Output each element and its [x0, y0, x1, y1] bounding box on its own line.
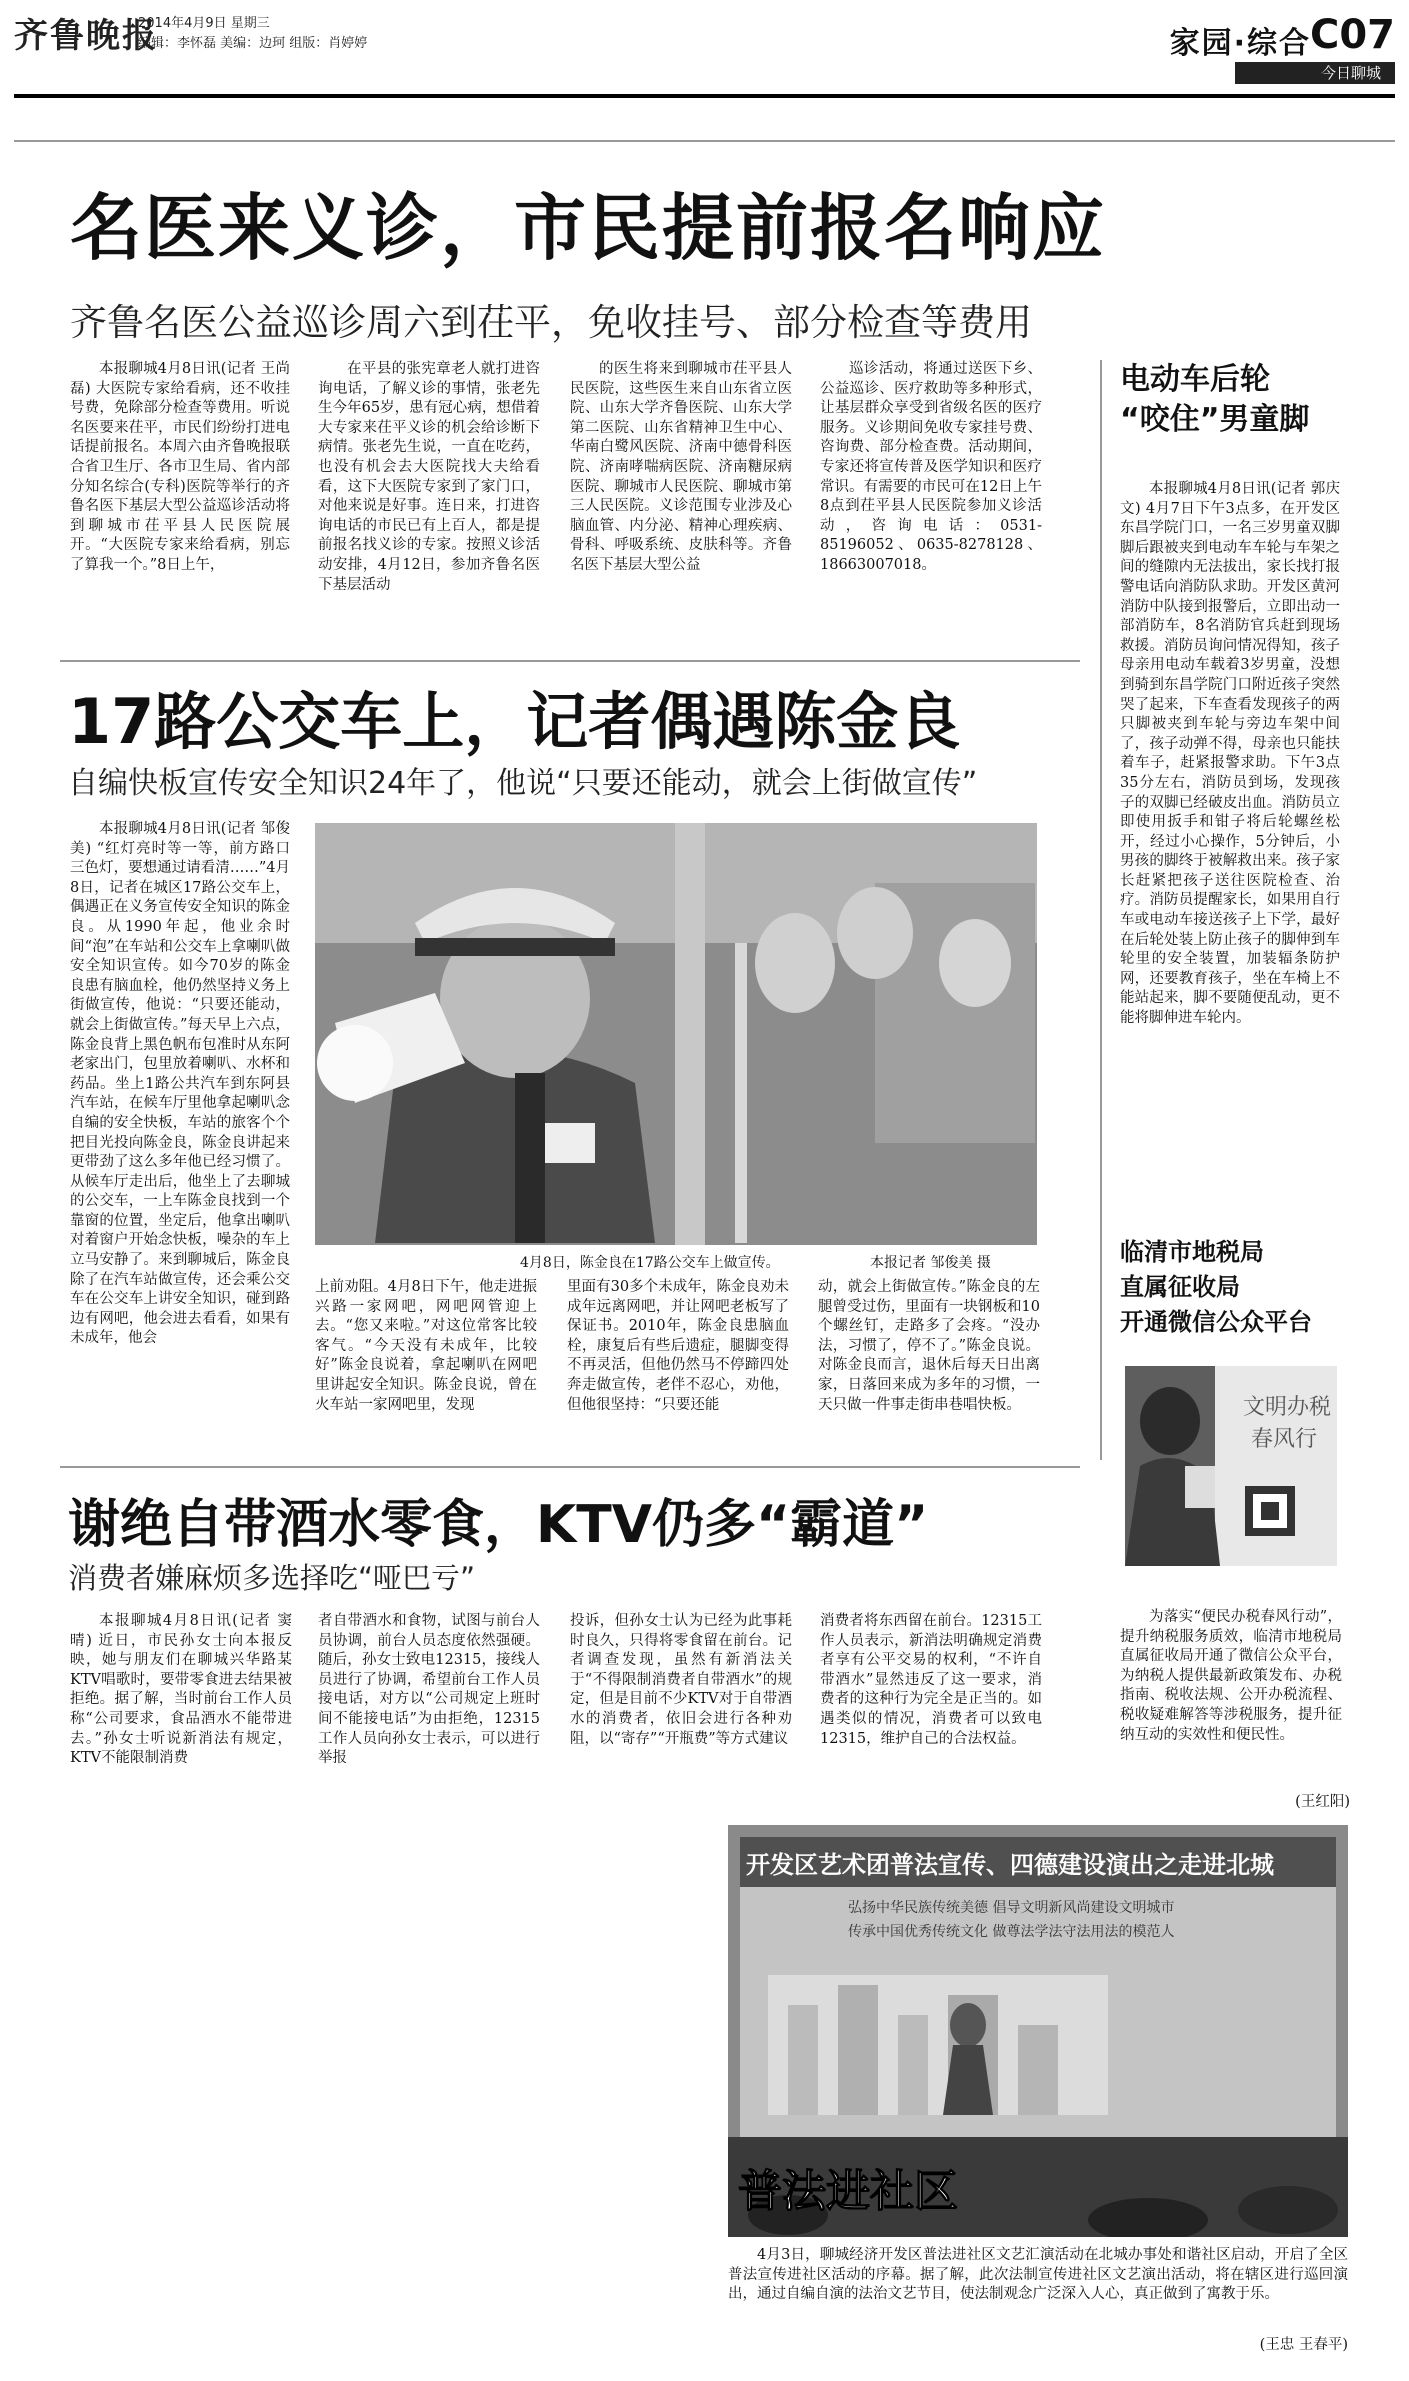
bus-photo: [315, 823, 1037, 1245]
story3-headline: 谢绝自带酒水零食，KTV仍多“霸道”: [68, 1495, 929, 1555]
story3-top-rule: [60, 1466, 1080, 1468]
masthead-rule: [14, 94, 1395, 98]
sidebar-divider: [1100, 360, 1102, 1460]
story3-col2-text: 者自带酒水和食物，试图与前台人员协调，前台人员态度依然强硬。随后，孙女士致电12315，接线人员进行了协调，希望前台工作人员接电话，对方以“公司规定上班时间不能接电话”为由拒绝，12315工作人员向孙女士表示，可以进行举报: [318, 1613, 540, 1767]
page-number: C07: [1309, 12, 1395, 58]
sidebar1-body: [1120, 480, 1340, 1180]
section-title: 家园·综合: [1169, 26, 1311, 61]
newspaper-logo: 齐鲁晚报: [14, 16, 158, 56]
story1-column-4: [820, 360, 1042, 640]
sidebar1-body-text: 本报聊城4月8日讯(记者 郭庆文) 4月7日下午3点多，在开发区东昌学院门口，一名三岁男童双脚脚后跟被夹到电动车车轮与车架之间的缝隙内无法拔出，家长找打报警电话向消防队求助。开发区黄河消防中队接到报警后，立即出动一部消防车，8名消防官兵赶到现场救援。消防员询问情况得知，孩子母亲用电动车载着3岁男童，没想到骑到东昌学院门口附近孩子突然哭了起来，下车查看发现孩子的两只脚被夹到车轮与旁边车架中间了，孩子动弹不得，母亲也只能扶着车子，赶紧报警求助。下午3点35分左右，消防员到场，发现孩子的双脚已经破皮出血。消防员立即使用扳手和钳子将后轮螺丝松开，经过小心操作，5分钟后，小男孩的脚终于被解救出来。孩子家长赶紧把孩子送往医院检查、治疗。消防员提醒家长，如果用自行车或电动车接送孩子上下学，最好在后轮处装上防止孩子的脚伸到车轮里的安全装置，加装辐条防护网，还要教育孩子，坐在车椅上不能站起来，脚不要随便乱动，更不能将脚伸进车轮内。: [1120, 481, 1340, 1027]
story2-col2-text: 上前劝阻。4月8日下午，他走进振兴路一家网吧，网吧网管迎上去。“您又来啦。”对这位常客比较客气。“今天没有未成年，比较好”陈金良说着，拿起喇叭在网吧里讲起安全知识。陈金良说，曾在火车站一家网吧里，发现: [315, 1279, 537, 1413]
sidebar2-body: [1120, 1608, 1342, 1793]
masthead-rule-thin: [14, 140, 1395, 142]
story2-column-1: [70, 820, 290, 1450]
community-photo-byline: (王忠 王春平): [1259, 2337, 1348, 2353]
story3-column-2: [318, 1612, 540, 1832]
wechat-photo-sign2: 春风行: [1251, 1427, 1318, 1452]
subsection-label: 今日聊城: [1235, 62, 1395, 84]
sidebar2-byline: (王红阳): [1295, 1794, 1350, 1810]
story1-col3-text: 的医生将来到聊城市茌平县人民医院，这些医生来自山东省立医院、山东大学齐鲁医院、山东大学第二医院、山东省精神卫生中心、华南白鹭风医院、济南中德骨科医院、济南哮喘病医院、济南糖尿病医院、聊城市人民医院、聊城市第三人民医院。义诊范围专业涉及心脑血管、内分泌、精神心理疾病、骨科、呼吸系统、皮肤科等。齐鲁名医下基层大型公益: [570, 361, 792, 573]
story1-col4-text: 巡诊活动，将通过送医下乡、公益巡诊、医疗救助等多种形式，让基层群众享受到省级名医的医疗服务。义诊期间免收专家挂号费、咨询费、部分检查费。活动期间，专家还将宣传普及医学知识和医疗常识。有需要的市民可在12日上午8点到茌平县人民医院参加义诊活动，咨询电话：0531-85196052、0635-8278128、18663007018。: [820, 361, 1042, 573]
story1-col2-text: 在平县的张宪章老人就打进咨询电话，了解义诊的事情，张老先生今年65岁，患有冠心病，想借着大专家来茌平义诊的机会给诊断下病情。张老先生说，一直在吃药，也没有机会去大医院找大夫给看看，这下大医院专家到了家门口，对他来说是好事。连日来，打进咨询电话的市民已有上百人，都是提前报名找义诊的专家。按照义诊活动安排，4月12日，参加齐鲁名医下基层活动: [318, 361, 540, 593]
story3-col1-text: 本报聊城4月8日讯(记者 窦晴) 近日，市民孙女士向本报反映，她与朋友们在聊城兴华路某KTV唱歌时，要带零食进去结果被拒绝。据了解，当时前台工作人员称“公司要求，食品酒水不能带进去。”孙女士听说新消法有规定，KTV不能限制消费: [70, 1613, 292, 1767]
sidebar1-headline-line2: “咬住”男童脚: [1120, 402, 1310, 437]
story1-column-3: [570, 360, 792, 640]
story2-headline: 17路公交车上，记者偶遇陈金良: [68, 685, 961, 758]
story2-subhead: 自编快板宣传安全知识24年了，他说“只要还能动，就会上街做宣传”: [68, 766, 978, 801]
story2-col3-text: 里面有30多个未成年，陈金良劝未成年远离网吧，并让网吧老板写了保证书。2010年，陈金良患脑血栓，康复后有些后遗症，腿脚变得不再灵活，但他仍然马不停蹄四处奔走做宣传，老伴不忍心，劝他，但他很坚持：“只要还能: [567, 1279, 789, 1413]
story3-col3-text: 投诉，但孙女士认为已经为此事耗时良久，只得将零食留在前台。记者调查发现，虽然有新消法关于“不得限制消费者自带酒水”的规定，但是目前不少KTV对于自带酒水的消费者，依旧会进行各种劝阻，以“寄存”“开瓶费”等方式建议: [570, 1613, 792, 1747]
community-photo-overlay-title: 普法进社区: [738, 2166, 958, 2217]
sidebar1-headline: [1120, 360, 1309, 440]
story3-column-3: [570, 1612, 792, 1832]
community-photo-banner-sub2: 传承中国优秀传统文化 做尊法学法守法用法的模范人: [848, 1924, 1175, 1940]
sidebar2-headline-line1: 临清市地税局: [1120, 1238, 1264, 1266]
wechat-photo-sign1: 文明办税: [1243, 1395, 1332, 1420]
story2-column-3: [567, 1278, 789, 1453]
story2-column-4: [818, 1278, 1040, 1453]
story2-col1-text: 本报聊城4月8日讯(记者 邹俊美) “红灯亮时等一等，前方路口三色灯，要想通过请看清……”4月8日，记者在城区17路公交车上，偶遇正在义务宣传安全知识的陈金良。从1990年起，他业余时间“泡”在车站和公交车上拿喇叭做安全知识宣传。如今70岁的陈金良患有脑血栓，他仍然坚持义务上街做宣传，他说：“只要还能动，就会上街做宣传。”每天早上六点，陈金良背上黑色帆布包准时从东阿老家出门，包里放着喇叭、水杯和药品。坐上1路公共汽车到东阿县汽车站，在候车厅里他拿起喇叭念自编的安全快板，车站的旅客个个把目光投向陈金良，陈金良讲起来更带劲了这么多年他已经习惯了。从候车厅走出后，他坐上了去聊城的公交车，一上车陈金良找到一个靠窗的位置，坐定后，他拿出喇叭对着窗户开始念快板，噪杂的车上立马安静了。来到聊城后，陈金良除了在汽车站做宣传，还会乘公交车在公交车上讲安全知识，碰到路边有网吧，他会进去看看，如果有未成年，他会: [70, 821, 290, 1347]
issue-info: [138, 14, 367, 54]
sidebar1-headline-line1: 电动车后轮: [1120, 362, 1270, 397]
community-photo-banner-sub1: 弘扬中华民族传统美德 倡导文明新风尚建设文明城市: [848, 1900, 1175, 1916]
story2-column-2: [315, 1278, 537, 1453]
story3-column-4: [820, 1612, 1042, 1832]
story1-subhead: 齐鲁名医公益巡诊周六到茌平，免收挂号、部分检查等费用: [70, 301, 1032, 344]
bus-photo-illustration: [315, 823, 1037, 1245]
issue-editors: 编辑：李怀磊 美编：边珂 组版：肖婷婷: [138, 36, 368, 51]
community-photo: [728, 1825, 1348, 2237]
story1-col1-text: 本报聊城4月8日讯(记者 王尚磊) 大医院专家给看病，还不收挂号费，免除部分检查等费用。听说名医要来茌平，市民们纷纷打进电话提前报名。本周六由齐鲁晚报联合省卫生厅、各市卫生局、省内部分知名综合(专科)医院等举行的齐鲁名医下基层大型公益巡诊活动将到聊城市茌平县人民医院展开。“大医院专家来给看病，别忘了算我一个。”8日上午，: [70, 361, 290, 573]
story2-top-rule: [60, 660, 1080, 662]
story2-col4-text: 动，就会上街做宣传。”陈金良的左腿曾受过伤，里面有一块钢板和10个螺丝钉，走路多了会疼。“没办法，习惯了，停不了。”陈金良说。对陈金良而言，退休后每天日出离家，日落回来成为多年的习惯，一天只做一件事走街串巷唱快板。: [818, 1279, 1040, 1413]
bus-photo-caption: 4月8日，陈金良在17路公交车上做宣传。: [520, 1255, 780, 1271]
sidebar2-headline: [1120, 1235, 1312, 1340]
story3-col4-text: 消费者将东西留在前台。12315工作人员表示，新消法明确规定消费者享有公平交易的权利，“不许自带酒水”显然违反了这一要求，消费者的这种行为完全是正当的。如遇类似的情况，消费者可以致电12315，维护自己的合法权益。: [820, 1613, 1042, 1747]
sidebar2-headline-line2: 直属征收局: [1120, 1273, 1240, 1301]
community-photo-banner: 开发区艺术团普法宣传、四德建设演出之走进北城: [746, 1851, 1274, 1879]
bus-photo-credit: 本报记者 邹俊美 摄: [870, 1255, 991, 1271]
sidebar2-headline-line3: 开通微信公众平台: [1120, 1308, 1312, 1336]
story3-column-1: [70, 1612, 292, 1832]
story1-column-2: [318, 360, 540, 640]
story3-subhead: 消费者嫌麻烦多选择吃“哑巴亏”: [68, 1561, 476, 1595]
story1-column-1: [70, 360, 290, 640]
story1-headline: 名医来义诊，市民提前报名响应: [70, 186, 1107, 270]
wechat-photo: [1125, 1366, 1337, 1566]
issue-date: 2014年4月9日 星期三: [138, 16, 270, 31]
sidebar2-body-text: 为落实“便民办税春风行动”，提升纳税服务质效，临清市地税局直属征收局开通了微信公众平台，为纳税人提供最新政策发布、办税指南、税收法规、公开办税流程、税收疑难解答等涉税服务，提升征纳互动的实效性和便民性。: [1120, 1609, 1342, 1743]
community-photo-caption: 4月3日，聊城经济开发区普法进社区文艺汇演活动在北城办事处和谐社区启动，开启了全区普法宣传进社区活动的序幕。据了解，此次法制宣传进社区文艺演出活动，将在辖区进行巡回演出，通过自编自演的法治文艺节目，使法制观念广泛深入人心，真正做到了寓教于乐。: [728, 2247, 1348, 2303]
